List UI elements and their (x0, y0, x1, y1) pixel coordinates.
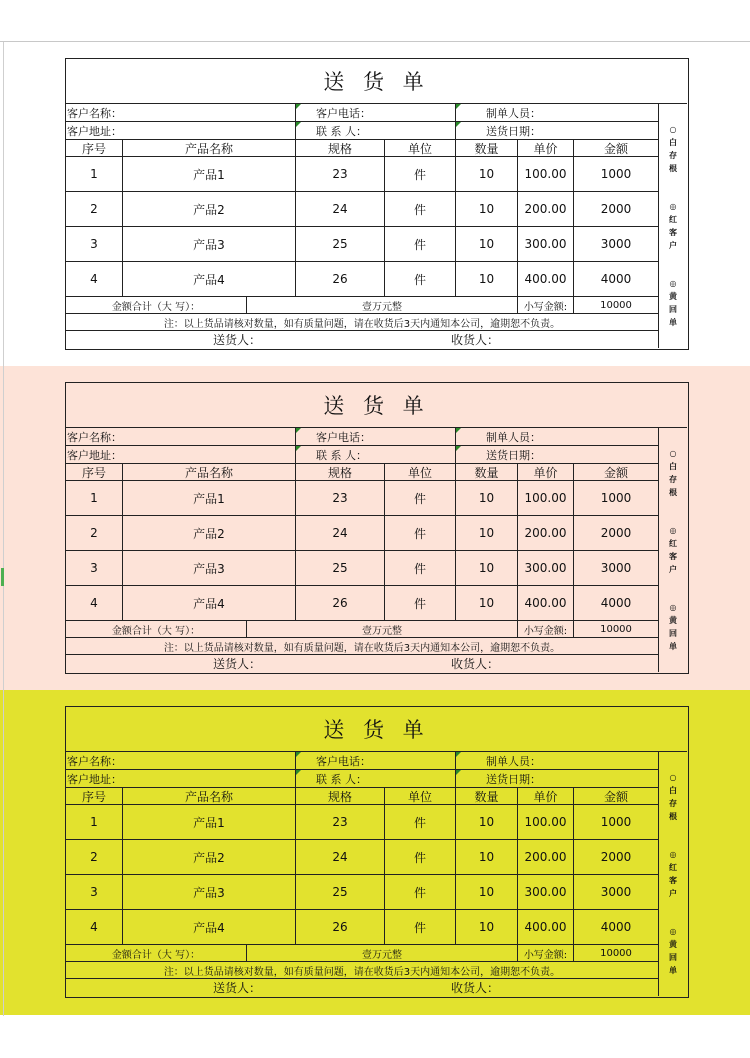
cell-price[interactable]: 400.00 (518, 262, 574, 296)
total-upper-value[interactable]: 壹万元整 (247, 945, 518, 961)
legend-char: 单 (669, 318, 677, 328)
cell-unit[interactable]: 件 (385, 227, 456, 261)
legend-char: 存 (669, 798, 677, 808)
cell-price[interactable]: 200.00 (518, 840, 574, 874)
cell-qty[interactable]: 10 (456, 586, 518, 620)
copy-yellow-receipt (669, 277, 677, 329)
contact-person-label: 联 系 人： (316, 124, 367, 138)
cell-qty[interactable]: 10 (456, 805, 518, 839)
deliverer-label: 送货人： (213, 981, 262, 995)
header-unit: 单位 (385, 788, 456, 804)
circle-icon: ◎ (669, 201, 677, 211)
legend-char: 红 (669, 214, 677, 224)
cell-amount[interactable]: 2000 (600, 850, 632, 864)
customer-phone-label: 客户电话： (316, 430, 371, 444)
cell-unit[interactable]: 件 (385, 586, 456, 620)
circle-icon: ◎ (669, 927, 677, 937)
table-row (66, 586, 658, 621)
signature-cell[interactable] (66, 979, 658, 996)
table-header (66, 140, 658, 157)
prepared-by-field[interactable] (456, 104, 658, 121)
cell-spec[interactable]: 24 (296, 516, 385, 550)
receiver-label: 收货人： (451, 333, 500, 347)
cell-qty[interactable]: 10 (456, 840, 518, 874)
cell-spec[interactable]: 25 (296, 551, 385, 585)
deliverer-label: 送货人： (213, 333, 262, 347)
legend-char: 存 (669, 150, 677, 160)
header-product-name: 产品名称 (123, 788, 296, 804)
copy-white-stub (669, 123, 677, 175)
delivery-date-label: 送货日期： (486, 124, 541, 138)
customer-phone-field[interactable] (296, 428, 456, 445)
legend-char: 户 (669, 888, 677, 898)
table-row (66, 805, 658, 840)
deliverer-label: 送货人： (213, 657, 262, 671)
cell-no[interactable]: 2 (66, 840, 123, 874)
legend-char: 白 (669, 461, 677, 471)
cell-price[interactable]: 100.00 (518, 805, 574, 839)
cell-spec[interactable]: 25 (296, 875, 385, 909)
legend-char: 根 (669, 163, 677, 173)
copy-red-customer (669, 848, 677, 900)
note-row (66, 314, 658, 331)
info-row-2 (66, 770, 658, 788)
cell-no[interactable]: 1 (66, 157, 123, 191)
signature-row (66, 979, 658, 996)
circle-icon: ◎ (669, 525, 677, 535)
copy-color-legend (658, 752, 687, 996)
table-row (66, 157, 658, 192)
header-product-name: 产品名称 (123, 464, 296, 480)
total-row (66, 621, 658, 638)
cell-unit[interactable]: 件 (385, 516, 456, 550)
prepared-by-label: 制单人员： (486, 106, 541, 120)
legend-char: 红 (669, 862, 677, 872)
cell-unit[interactable]: 件 (385, 551, 456, 585)
comment-marker-icon (456, 770, 461, 775)
cell-amount[interactable]: 4000 (600, 920, 632, 934)
header-no: 序号 (66, 464, 123, 480)
form-grid (66, 752, 658, 996)
legend-char: 客 (669, 875, 677, 885)
cell-qty[interactable]: 10 (456, 262, 518, 296)
customer-phone-field[interactable] (296, 104, 456, 121)
cell-spec[interactable]: 24 (296, 192, 385, 226)
total-row (66, 945, 658, 962)
cell-qty[interactable]: 10 (456, 516, 518, 550)
cell-qty[interactable]: 10 (456, 481, 518, 515)
table-row (66, 192, 658, 227)
total-lower-value[interactable]: 10000 (600, 299, 632, 311)
cell-amount[interactable]: 3000 (600, 885, 632, 899)
receiver-label: 收货人： (451, 981, 500, 995)
cell-price[interactable]: 100.00 (518, 481, 574, 515)
customer-address-field[interactable]: 客户地址： (66, 122, 296, 139)
customer-phone-label: 客户电话： (316, 754, 371, 768)
header-product-name: 产品名称 (123, 140, 296, 156)
cell-no[interactable]: 3 (66, 875, 123, 909)
customer-name-field[interactable]: 客户名称： (66, 752, 296, 769)
header-spec: 规格 (296, 140, 385, 156)
header-qty: 数量 (456, 140, 518, 156)
comment-marker-icon (456, 122, 461, 127)
table-header (66, 464, 658, 481)
info-row-2 (66, 446, 658, 464)
total-row (66, 297, 658, 314)
header-unit: 单位 (385, 140, 456, 156)
copy-white-stub (669, 771, 677, 823)
copy-white-stub (669, 447, 677, 499)
cell-product-name[interactable]: 产品1 (123, 805, 296, 839)
note-row (66, 962, 658, 979)
note-text: 注：以上货品请核对数量，如有质量问题，请在收货后3天内通知本公司，逾期恕不负责。 (163, 318, 561, 330)
cell-unit[interactable]: 件 (385, 875, 456, 909)
header-spec: 规格 (296, 464, 385, 480)
legend-char: 单 (669, 642, 677, 652)
contact-person-field[interactable] (296, 122, 456, 139)
legend-char: 户 (669, 564, 677, 574)
comment-marker-icon (296, 104, 301, 109)
cell-product-name[interactable]: 产品4 (123, 910, 296, 944)
prepared-by-label: 制单人员： (486, 430, 541, 444)
info-row-1 (66, 428, 658, 446)
note-row (66, 638, 658, 655)
circle-icon: ○ (669, 448, 677, 458)
cell-unit[interactable]: 件 (385, 805, 456, 839)
table-row (66, 516, 658, 551)
cell-amount[interactable]: 1000 (600, 167, 632, 181)
comment-marker-icon (296, 446, 301, 451)
legend-char: 回 (669, 305, 677, 315)
total-lower-label: 小写金额: (518, 297, 574, 313)
delivery-note-copy-yellow (0, 690, 750, 1015)
legend-char: 存 (669, 474, 677, 484)
delivery-note-form (65, 382, 689, 674)
cell-amount[interactable]: 1000 (600, 815, 632, 829)
form-title: 送 货 单 (66, 383, 687, 428)
legend-char: 根 (669, 811, 677, 821)
cell-price[interactable]: 300.00 (518, 227, 574, 261)
total-upper-label: 金额合计（大 写）： (66, 297, 247, 313)
info-row-2 (66, 122, 658, 140)
cell-amount[interactable]: 2000 (600, 526, 632, 540)
cell-qty[interactable]: 10 (456, 192, 518, 226)
delivery-note-form (65, 706, 689, 998)
signature-row (66, 655, 658, 672)
comment-marker-icon (296, 428, 301, 433)
form-title: 送 货 单 (66, 707, 687, 752)
cell-product-name[interactable]: 产品3 (123, 551, 296, 585)
table-row (66, 910, 658, 945)
cell-price[interactable]: 300.00 (518, 875, 574, 909)
header-amount: 金额 (603, 789, 628, 804)
cell-spec[interactable]: 26 (296, 910, 385, 944)
table-row (66, 481, 658, 516)
form-title: 送 货 单 (66, 59, 687, 104)
cell-product-name[interactable]: 产品3 (123, 875, 296, 909)
legend-char: 白 (669, 137, 677, 147)
customer-name-field[interactable]: 客户名称： (66, 104, 296, 121)
cell-product-name[interactable]: 产品3 (123, 227, 296, 261)
table-header (66, 788, 658, 805)
header-no: 序号 (66, 788, 123, 804)
comment-marker-icon (296, 122, 301, 127)
total-upper-value[interactable]: 壹万元整 (247, 621, 518, 637)
cell-no[interactable]: 2 (66, 516, 123, 550)
copy-yellow-receipt (669, 601, 677, 653)
contact-person-label: 联 系 人： (316, 448, 367, 462)
legend-char: 客 (669, 551, 677, 561)
copy-color-legend (658, 428, 687, 672)
total-lower-value[interactable]: 10000 (600, 623, 632, 635)
row-marker (1, 568, 4, 586)
cell-product-name[interactable]: 产品1 (123, 481, 296, 515)
delivery-date-field[interactable] (456, 446, 658, 463)
comment-marker-icon (456, 446, 461, 451)
cell-price[interactable]: 100.00 (518, 157, 574, 191)
table-row (66, 227, 658, 262)
cell-product-name[interactable]: 产品2 (123, 192, 296, 226)
cell-no[interactable]: 4 (66, 262, 123, 296)
total-upper-label: 金额合计（大 写）： (66, 621, 247, 637)
legend-char: 根 (669, 487, 677, 497)
comment-marker-icon (456, 428, 461, 433)
legend-char: 户 (669, 240, 677, 250)
form-grid (66, 428, 658, 672)
customer-phone-field[interactable] (296, 752, 456, 769)
top-toolbar-area (0, 0, 750, 42)
cell-no[interactable]: 3 (66, 551, 123, 585)
cell-price[interactable]: 300.00 (518, 551, 574, 585)
cell-amount[interactable]: 1000 (600, 491, 632, 505)
cell-qty[interactable]: 10 (456, 227, 518, 261)
cell-price[interactable]: 200.00 (518, 192, 574, 226)
comment-marker-icon (456, 104, 461, 109)
table-row (66, 551, 658, 586)
legend-char: 白 (669, 785, 677, 795)
total-lower-value[interactable]: 10000 (600, 947, 632, 959)
legend-char: 红 (669, 538, 677, 548)
delivery-date-field[interactable] (456, 122, 658, 139)
cell-no[interactable]: 1 (66, 481, 123, 515)
cell-qty[interactable]: 10 (456, 875, 518, 909)
left-margin-ruler (0, 42, 4, 1016)
copy-yellow-receipt (669, 925, 677, 977)
cell-amount[interactable]: 3000 (600, 561, 632, 575)
info-row-1 (66, 752, 658, 770)
cell-price[interactable]: 400.00 (518, 910, 574, 944)
prepared-by-field[interactable] (456, 752, 658, 769)
cell-unit[interactable]: 件 (385, 910, 456, 944)
legend-char: 回 (669, 629, 677, 639)
contact-person-label: 联 系 人： (316, 772, 367, 786)
delivery-date-label: 送货日期： (486, 772, 541, 786)
header-unit: 单位 (385, 464, 456, 480)
table-row (66, 840, 658, 875)
cell-product-name[interactable]: 产品4 (123, 262, 296, 296)
header-price: 单价 (518, 140, 574, 156)
cell-product-name[interactable]: 产品2 (123, 516, 296, 550)
header-price: 单价 (518, 464, 574, 480)
cell-no[interactable]: 1 (66, 805, 123, 839)
circle-icon: ○ (669, 124, 677, 134)
contact-person-field[interactable] (296, 446, 456, 463)
total-lower-label: 小写金额: (518, 945, 574, 961)
prepared-by-label: 制单人员： (486, 754, 541, 768)
cell-spec[interactable]: 23 (296, 157, 385, 191)
comment-marker-icon (296, 752, 301, 757)
header-price: 单价 (518, 788, 574, 804)
prepared-by-field[interactable] (456, 428, 658, 445)
legend-char: 黄 (669, 940, 677, 950)
form-grid (66, 104, 658, 348)
cell-product-name[interactable]: 产品1 (123, 157, 296, 191)
cell-unit[interactable]: 件 (385, 481, 456, 515)
total-upper-label: 金额合计（大 写）： (66, 945, 247, 961)
cell-no[interactable]: 3 (66, 227, 123, 261)
cell-spec[interactable]: 23 (296, 805, 385, 839)
cell-no[interactable]: 2 (66, 192, 123, 226)
copy-color-legend (658, 104, 687, 348)
delivery-note-form (65, 58, 689, 350)
cell-no[interactable]: 4 (66, 586, 123, 620)
cell-qty[interactable]: 10 (456, 551, 518, 585)
signature-cell[interactable] (66, 655, 658, 672)
circle-icon: ◎ (669, 279, 677, 289)
cell-price[interactable]: 200.00 (518, 516, 574, 550)
signature-row (66, 331, 658, 348)
header-no: 序号 (66, 140, 123, 156)
cell-unit[interactable]: 件 (385, 262, 456, 296)
cell-unit[interactable]: 件 (385, 840, 456, 874)
customer-name-field[interactable]: 客户名称： (66, 428, 296, 445)
copy-red-customer (669, 200, 677, 252)
note-text: 注：以上货品请核对数量，如有质量问题，请在收货后3天内通知本公司，逾期恕不负责。 (163, 966, 561, 978)
cell-spec[interactable]: 26 (296, 262, 385, 296)
comment-marker-icon (296, 770, 301, 775)
cell-spec[interactable]: 26 (296, 586, 385, 620)
legend-char: 回 (669, 953, 677, 963)
cell-unit[interactable]: 件 (385, 157, 456, 191)
cell-amount[interactable]: 4000 (600, 272, 632, 286)
header-amount: 金额 (603, 465, 628, 480)
customer-address-field[interactable]: 客户地址： (66, 446, 296, 463)
receiver-label: 收货人： (451, 657, 500, 671)
circle-icon: ◎ (669, 603, 677, 613)
header-qty: 数量 (456, 788, 518, 804)
cell-amount[interactable]: 2000 (600, 202, 632, 216)
table-row (66, 262, 658, 297)
cell-product-name[interactable]: 产品4 (123, 586, 296, 620)
delivery-note-copy-white (0, 42, 750, 367)
cell-spec[interactable]: 23 (296, 481, 385, 515)
cell-no[interactable]: 4 (66, 910, 123, 944)
delivery-date-label: 送货日期： (486, 448, 541, 462)
cell-qty[interactable]: 10 (456, 157, 518, 191)
total-upper-value[interactable]: 壹万元整 (247, 297, 518, 313)
note-text: 注：以上货品请核对数量，如有质量问题，请在收货后3天内通知本公司，逾期恕不负责。 (163, 642, 561, 654)
circle-icon: ◎ (669, 849, 677, 859)
header-spec: 规格 (296, 788, 385, 804)
header-amount: 金额 (603, 141, 628, 156)
legend-char: 客 (669, 227, 677, 237)
legend-char: 单 (669, 966, 677, 976)
cell-product-name[interactable]: 产品2 (123, 840, 296, 874)
circle-icon: ○ (669, 772, 677, 782)
cell-qty[interactable]: 10 (456, 910, 518, 944)
cell-amount[interactable]: 3000 (600, 237, 632, 251)
legend-char: 黄 (669, 292, 677, 302)
total-lower-label: 小写金额: (518, 621, 574, 637)
table-row (66, 875, 658, 910)
cell-amount[interactable]: 4000 (600, 596, 632, 610)
cell-unit[interactable]: 件 (385, 192, 456, 226)
header-qty: 数量 (456, 464, 518, 480)
delivery-date-field[interactable] (456, 770, 658, 787)
cell-spec[interactable]: 25 (296, 227, 385, 261)
contact-person-field[interactable] (296, 770, 456, 787)
cell-spec[interactable]: 24 (296, 840, 385, 874)
legend-char: 黄 (669, 616, 677, 626)
copy-red-customer (669, 524, 677, 576)
customer-phone-label: 客户电话： (316, 106, 371, 120)
signature-cell[interactable] (66, 331, 658, 348)
customer-address-field[interactable]: 客户地址： (66, 770, 296, 787)
cell-price[interactable]: 400.00 (518, 586, 574, 620)
comment-marker-icon (456, 752, 461, 757)
delivery-note-copy-peach (0, 366, 750, 691)
info-row-1 (66, 104, 658, 122)
